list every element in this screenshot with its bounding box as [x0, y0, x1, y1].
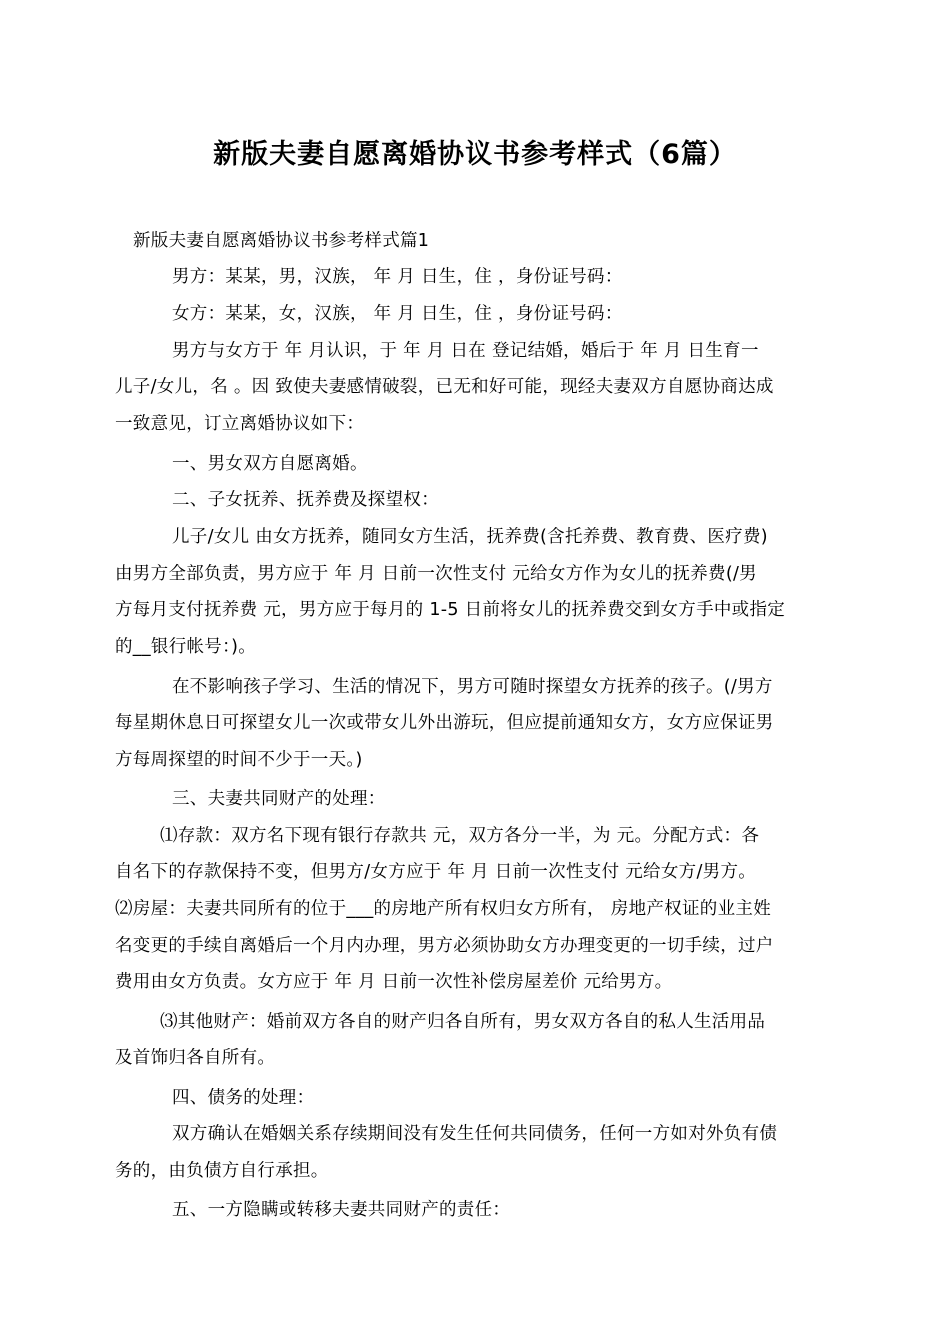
paragraph-line: 三、夫妻共同财产的处理： — [172, 789, 386, 809]
paragraph-line: 五、一方隐瞒或转移夫妻共同财产的责任： — [172, 1200, 511, 1220]
section-heading: 新版夫妻自愿离婚协议书参考样式篇1 — [133, 231, 430, 251]
paragraph-line: 四、债务的处理： — [172, 1088, 315, 1108]
paragraph-line: ⑴存款：双方名下现有银行存款共 元，双方各分一半，为 元。分配方式：各 — [160, 826, 760, 846]
paragraph-line: ⑶其他财产：婚前双方各自的财产归各自所有，男女双方各自的私人生活用品 — [160, 1012, 766, 1032]
paragraph-line: 一、男女双方自愿离婚。 — [172, 454, 368, 474]
document-title: 新版夫妻自愿离婚协议书参考样式（6篇） — [213, 139, 737, 170]
paragraph-line: 女方：某某，女，汉族， 年 月 日生，住 ，身份证号码： — [172, 304, 623, 324]
paragraph-line: 在不影响孩子学习、生活的情况下，男方可随时探望女方抚养的孩子。(/男方 — [172, 677, 773, 697]
paragraph-line: 自名下的存款保持不变，但男方/女方应于 年 月 日前一次性支付 元给女方/男方。 — [115, 862, 757, 882]
paragraph-line: 二、子女抚养、抚养费及探望权： — [172, 490, 439, 510]
paragraph-line: ⑵房屋：夫妻共同所有的位于___的房地产所有权归女方所有， 房地产权证的业主姓 — [115, 899, 772, 919]
paragraph-line: 及首饰归各自所有。 — [115, 1048, 276, 1068]
paragraph-line: 由男方全部负责，男方应于 年 月 日前一次性支付 元给女方作为女儿的抚养费(/男 — [115, 564, 757, 584]
paragraph-line: 方每月支付抚养费 元，男方应于每月的 1-5 日前将女儿的抚养费交到女方手中或指定 — [115, 600, 786, 620]
paragraph-line: 务的，由负债方自行承担。 — [115, 1161, 329, 1181]
paragraph-line: 男方：某某，男，汉族， 年 月 日生，住 ，身份证号码： — [172, 267, 623, 287]
paragraph-line: 每星期休息日可探望女儿一次或带女儿外出游玩，但应提前通知女方，女方应保证男 — [115, 713, 774, 733]
paragraph-line: 男方与女方于 年 月认识，于 年 月 日在 登记结婚，婚后于 年 月 日生育一 — [172, 341, 759, 361]
paragraph-line: 名变更的手续自离婚后一个月内办理，男方必须协助女方办理变更的一切手续，过户 — [115, 936, 774, 956]
paragraph-line: 儿子/女儿 由女方抚养，随同女方生活，抚养费(含托养费、教育费、医疗费) — [172, 527, 768, 547]
paragraph-line: 方每周探望的时间不少于一天。) — [115, 750, 363, 770]
paragraph-line: 一致意见，订立离婚协议如下： — [115, 414, 365, 434]
paragraph-line: 儿子/女儿，名 。因 致使夫妻感情破裂，已无和好可能，现经夫妻双方自愿协商达成 — [115, 377, 774, 397]
paragraph-line: 费用由女方负责。女方应于 年 月 日前一次性补偿房屋差价 元给男方。 — [115, 972, 673, 992]
paragraph-line: 的__银行帐号：)。 — [115, 637, 257, 657]
paragraph-line: 双方确认在婚姻关系存续期间没有发生任何共同债务，任何一方如对外负有债 — [172, 1124, 778, 1144]
